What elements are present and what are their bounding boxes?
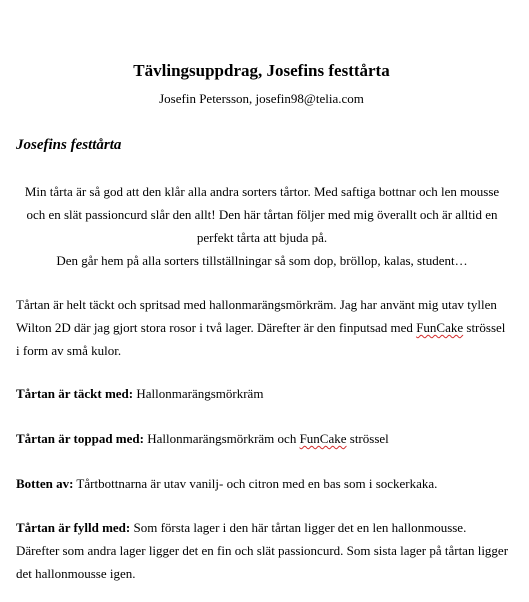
filled-label: Tårtan är fylld med: bbox=[16, 520, 131, 535]
intro-paragraph bbox=[14, 180, 510, 272]
covered-value: Hallonmarängsmörkräm bbox=[133, 386, 264, 401]
topped-value-start: Hallonmarängsmörkräm och bbox=[143, 431, 300, 446]
topped-brand-misspelled: FunCake bbox=[299, 431, 347, 446]
author-line: Josefin Petersson, josefin98@telia.com bbox=[159, 91, 364, 106]
decoration-text-end: strössel i form av små kulor. bbox=[16, 320, 506, 358]
topped-label: Tårtan är toppad med: bbox=[16, 431, 144, 446]
topped-line bbox=[16, 427, 512, 450]
brand-name-misspelled: FunCake bbox=[416, 320, 464, 335]
section-heading: Josefins festtårta bbox=[16, 137, 122, 153]
intro-text-line1: Min tårta är så god att den klår alla andra sorters tårtor. Med saftiga bottnar och len mousse och en slät passioncurd slår den allt! Den här tårtan följer med mig överallt och är alltid en perfekt tårta att bjuda på. bbox=[24, 184, 500, 245]
base-value: Tårtbottnarna är utav vanilj- och citron med en bas som i sockerkaka. bbox=[73, 476, 438, 491]
decoration-paragraph bbox=[16, 293, 512, 362]
document-title: Tävlingsuppdrag, Josefins festtårta bbox=[133, 61, 390, 80]
covered-label: Tårtan är täckt med: bbox=[16, 386, 134, 401]
topped-value-end: strössel bbox=[346, 431, 389, 446]
intro-text-line2: Den går hem på alla sorters tillställningar så som dop, bröllop, kalas, student… bbox=[56, 253, 468, 268]
filled-value: Som första lager i den här tårtan ligger det en len hallonmousse. Därefter som andra lager ligger det en fin och slät passioncurd. Som sista lager på tårtan ligger det hallonmousse igen. bbox=[16, 520, 509, 581]
covered-line bbox=[16, 382, 512, 405]
filling-paragraph bbox=[16, 516, 512, 585]
decoration-text-start: Tårtan är helt täckt och spritsad med hallonmarängsmörkräm. Jag har använt mig utav tyllen Wilton 2D där jag gjort stora rosor i två lager. Därefter är den finputsad med bbox=[16, 297, 497, 335]
base-line bbox=[16, 472, 512, 495]
base-label: Botten av: bbox=[16, 476, 74, 491]
